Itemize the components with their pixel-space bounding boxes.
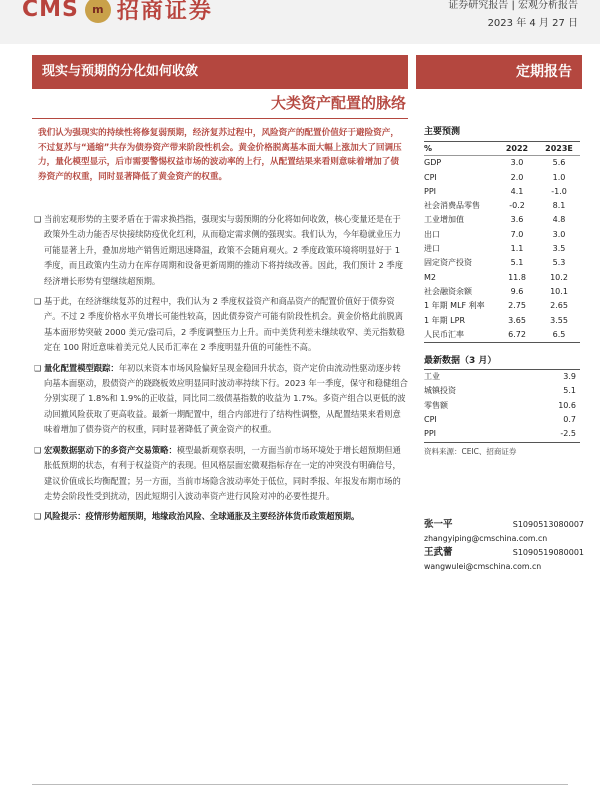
table-cell: 2.0: [510, 172, 524, 182]
table-cell: -1.0: [551, 186, 567, 196]
table-cell: 3.6: [510, 215, 524, 225]
header-cell: 2022: [505, 144, 529, 153]
bullet-item: [34, 294, 408, 356]
table-cell: 10.1: [550, 286, 568, 296]
report-date: 2023 年 4 月 27 日: [487, 18, 578, 29]
report-subtitle: 大类资产配置的脉络: [270, 94, 406, 112]
table-cell: 出口: [424, 229, 440, 239]
latest-rows: [424, 370, 580, 441]
table-cell: 3.0: [552, 229, 566, 239]
bullet-text: [44, 212, 408, 289]
analyst-row: [424, 546, 584, 560]
table-row: [424, 384, 580, 398]
table-cell: PPI: [424, 186, 437, 196]
table-cell: 零售额: [424, 400, 448, 410]
summary-paragraph: 我们认为强现实的持续性将修复弱预期，经济复苏过程中，风险资产的配置价值好于避险资产，不过复苏与“通缩”共存为债券资产带来阶段性机会。黄金价格脱离基本面大幅上涨加大了回调压力，量化模型显示，后市需要警惕权益市场的波动率的上行，从配置结果来看则意味着增加了债券资产的权重，同时显著降低了黄金资产的权重。: [38, 128, 402, 182]
table-cell: M2: [424, 272, 436, 282]
table-cell: 3.5: [552, 244, 566, 254]
table-cell: 5.3: [552, 258, 566, 268]
table-cell: 固定资产投资: [424, 258, 472, 268]
table-cell: CPI: [424, 172, 437, 182]
table-cell: 工业: [424, 372, 440, 382]
table-cell: 城镇投资: [424, 386, 456, 396]
report-category: 定期报告: [416, 55, 582, 89]
table-cell: 8.1: [552, 201, 566, 211]
bullet-item: [34, 509, 408, 524]
bullet-body: 基于此，在经济继续复苏的过程中，我们认为 2 季度权益资产和商品资产的配置价值好于债券资产。不过 2 季度价格水平负增长可能性较高，因此债券资产可能有阶段性机会。黄金价格此前脱离基本面形势突破 2000 美元/盎司后，2 季度调整压力上升。而中美货利差未继续收窄、美元指数稳定在 100 附近意味着美元兑人民币汇率在 2 季度明显升值的可能性不高。: [44, 296, 405, 353]
checkbox-bullet-icon: ❑: [34, 363, 42, 373]
sidebar: [424, 124, 584, 457]
checkbox-bullet-icon: ❑: [34, 445, 42, 455]
report-type: 证券研究报告 | 宏观分析报告: [448, 0, 578, 11]
table-row: [424, 314, 580, 328]
table-cell: 10.6: [558, 400, 576, 410]
table-cell: 0.7: [563, 415, 576, 425]
table-cell: 6.5: [552, 329, 566, 339]
table-row: [424, 399, 580, 413]
table-cell: 1.1: [510, 244, 524, 254]
forecast-table: [424, 141, 580, 343]
table-row: [424, 370, 580, 384]
table-cell: 10.2: [550, 272, 568, 282]
bullet-lead: 风险提示：: [44, 511, 86, 522]
table-cell: 7.0: [510, 229, 524, 239]
table-row: [424, 185, 580, 199]
bullet-lead: 量化配置模型跟踪：: [44, 362, 119, 373]
bullet-item: [34, 361, 408, 438]
table-cell: 5.1: [563, 386, 576, 396]
table-cell: PPI: [424, 429, 437, 439]
bullet-text: [44, 443, 408, 505]
bullet-body: 年初以来资本市场风险偏好呈现金稳回升状态，资产定价由流动性驱动逐步转向基本面驱动，股债资产的跷跷板效应明显同时波动率持续下行。2023 年一季度，保守和稳健组合分别实现了 1.8%和 1.9%的正收益，同比同二级债基指数的收益为 1.7%。多资产组合以更低的波动回撤风险获取了更高收益。最新一期配置中，组合内部进行了结构性调整，从配置结果来看则意味着增加了债券资产的权重，同时显著降低了黄金资产的权重。: [44, 362, 408, 435]
table-cell: 3.9: [563, 372, 576, 382]
checkbox-bullet-icon: ❑: [34, 512, 42, 522]
table-cell: 1.0: [552, 172, 566, 182]
bullet-body: 模型最新观察表明，一方面当前市场环境处于增长超预期但通胀低预期的状态，有利于权益资产的表现。但风格层面宏微观指标存在一定的冲突没有明确信号，建议价值成长均衡配置；另一方面，当前市场隐含波动率处于低位，同时季报、年报发布期市场的走势会阶段性受到扰动，因此短期引入波动率资产进行风险对冲的必要性提升。: [44, 444, 401, 501]
table-row: [424, 213, 580, 227]
table-row: [424, 256, 580, 270]
table-cell: 9.6: [510, 286, 524, 296]
table-cell: 6.72: [508, 329, 526, 339]
bullet-body: 疫情形势超预期，地缘政治风险、全球通胀及主要经济体货币政策超预期。: [85, 511, 360, 522]
data-source: 资料来源：CEIC、招商证券: [424, 446, 517, 456]
table-cell: 5.1: [510, 258, 524, 268]
bullet-item: [34, 443, 408, 505]
table-row: [424, 285, 580, 299]
table-row: [424, 271, 580, 285]
bullet-lead: 宏观数据驱动下的多资产交易策略：: [44, 444, 177, 455]
analyst-block: [424, 518, 584, 574]
bullet-text: [44, 294, 408, 356]
table-row: [424, 427, 580, 441]
table-cell: -0.2: [509, 201, 525, 211]
forecast-rows: [424, 156, 580, 342]
table-cell: 4.1: [510, 186, 524, 196]
subtitle-divider: [32, 118, 408, 119]
footer-divider: [32, 784, 568, 785]
table-cell: 2.65: [550, 301, 568, 311]
table-cell: 人民币汇率: [424, 329, 464, 339]
table-row: [424, 199, 580, 213]
table-cell: GDP: [424, 158, 442, 168]
header-cell: 2023E: [545, 144, 573, 153]
analyst-id: S1090513080007: [512, 520, 584, 529]
table-cell: 1 年期 LPR: [424, 315, 466, 325]
page-header: [0, 0, 600, 44]
table-row: [424, 171, 580, 185]
table-cell: 社会融资余额: [424, 286, 472, 296]
report-title: 现实与预期的分化如何收敛: [32, 55, 408, 89]
table-header-row: [424, 142, 580, 156]
table-row: [424, 228, 580, 242]
header-cell: %: [424, 144, 433, 153]
table-cell: 3.65: [508, 315, 526, 325]
table-cell: CPI: [424, 415, 437, 425]
bullet-text: [44, 361, 408, 438]
analyst-email[interactable]: zhangyiping@cmschina.com.cn: [424, 534, 548, 543]
bullet-body: 当前宏观形势的主要矛盾在于需求换挡指，强现实与弱预期的分化将如何收敛，核心变量还是在于政策外生动力能否尽快接续防疫优化红利，从而稳定需求侧的强现实。我们认为，今年稳就业压力可能显著上升，叠加房地产销售近期迅速降温，政策不会随肩观火。2 季度政策环境将明显好于 1 季度，而且政策内生动力在库存周期和设备更新周期的推动下将持续改善。因此，我们预计 2 季度经济增长形势有望继续超预期。: [44, 214, 404, 286]
table-cell: 1 年期 MLF 利率: [424, 301, 485, 311]
analyst-row: [424, 518, 584, 532]
table-cell: 进口: [424, 244, 440, 254]
analyst-name: 王武蕾: [424, 547, 453, 558]
logo-latin: CMS: [22, 0, 79, 22]
logo-badge-icon: m: [85, 0, 111, 23]
table-cell: 3.0: [510, 158, 524, 168]
table-cell: 5.6: [552, 158, 566, 168]
bullet-item: [34, 212, 408, 289]
table-row: [424, 156, 580, 170]
checkbox-bullet-icon: ❑: [34, 215, 42, 224]
table-row: [424, 328, 580, 342]
table-row: [424, 299, 580, 313]
latest-data-table: [424, 369, 580, 442]
analyst-id: S1090519080001: [512, 548, 584, 557]
forecast-title: 主要预测: [424, 127, 461, 137]
table-cell: 3.55: [550, 315, 568, 325]
table-cell: 4.8: [552, 215, 566, 225]
latest-data-title: 最新数据（3 月）: [424, 356, 497, 367]
analyst-email[interactable]: wangwulei@cmschina.com.cn: [424, 562, 542, 571]
bullet-list: [34, 212, 408, 530]
bullet-text: [44, 509, 408, 524]
table-cell: 工业增加值: [424, 215, 464, 225]
logo-chinese: 招商证券: [116, 0, 213, 24]
table-cell: 社会消费品零售: [424, 201, 480, 211]
checkbox-bullet-icon: ❑: [34, 297, 42, 307]
table-row: [424, 242, 580, 256]
analyst-name: 张一平: [424, 519, 453, 530]
brand-logo: [22, 0, 213, 25]
table-row: [424, 413, 580, 427]
table-cell: 2.75: [508, 301, 526, 311]
table-cell: 11.8: [508, 272, 526, 282]
table-cell: -2.5: [560, 429, 576, 439]
